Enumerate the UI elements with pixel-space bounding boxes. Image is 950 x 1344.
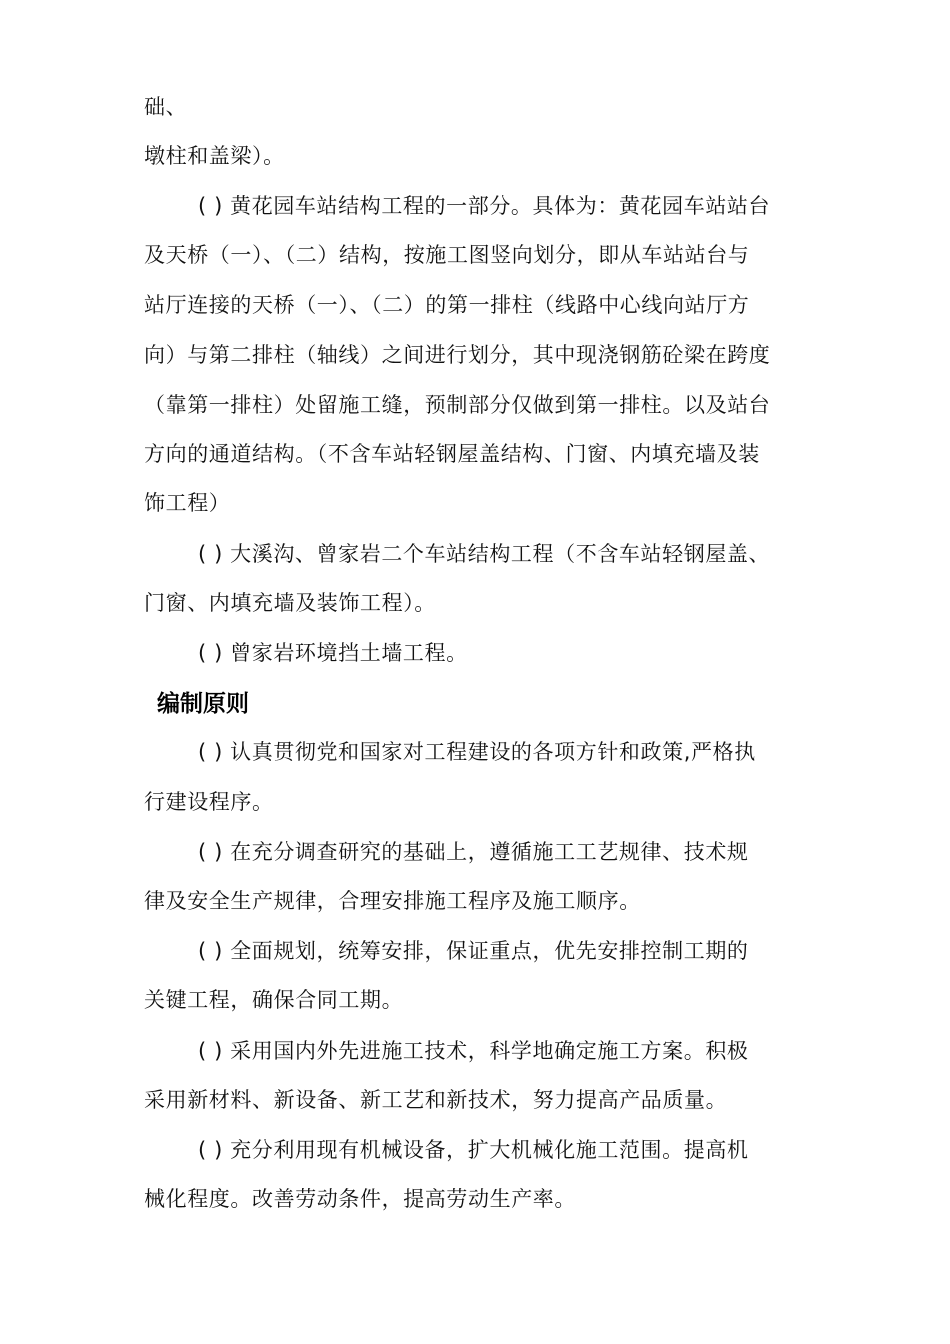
text-line: ( ) 大溪沟、曾家岩二个车站结构工程（不含车站轻钢屋盖、 xyxy=(198,542,771,566)
text-line: （靠第一排柱）处留施工缝，预制部分仅做到第一排柱。以及站台 xyxy=(144,393,771,417)
text-line: 向）与第二排柱（轴线）之间进行划分，其中现浇钢筋砼梁在跨度 xyxy=(144,343,771,367)
text-line: 采用新材料、新设备、新工艺和新技术，努力提高产品质量。 xyxy=(144,1088,728,1112)
text-line: 墩柱和盖梁）。 xyxy=(144,144,285,168)
text-line: 律及安全生产规律，合理安排施工程序及施工顺序。 xyxy=(144,889,641,913)
text-line: ( ) 黄花园车站结构工程的一部分。具体为：黄花园车站站台 xyxy=(198,194,771,218)
text-line: 及天桥（一）、（二）结构，按施工图竖向划分，即从车站站台与 xyxy=(144,243,750,267)
text-line: ( ) 在充分调查研究的基础上，遵循施工工艺规律、技术规 xyxy=(198,840,749,864)
text-line: ( ) 认真贯彻党和国家对工程建设的各项方针和政策,严格执 xyxy=(198,740,756,764)
text-line: 站厅连接的天桥（一）、（二）的第一排柱（线路中心线向站厅方 xyxy=(144,293,750,317)
text-line: ( ) 全面规划，统筹安排，保证重点，优先安排控制工期的 xyxy=(198,939,749,963)
text-line: 关键工程，确保合同工期。 xyxy=(144,988,404,1012)
section-heading: 编制原则 xyxy=(157,691,249,717)
text-line: 行建设程序。 xyxy=(144,790,274,814)
text-line: 方向的通道结构。（不含车站轻钢屋盖结构、门窗、内填充墙及装 xyxy=(144,442,760,466)
text-line: 门窗、内填充墙及装饰工程）。 xyxy=(144,591,436,615)
text-line: ( ) 采用国内外先进施工技术，科学地确定施工方案。积极 xyxy=(198,1039,749,1063)
text-line: 础、 xyxy=(144,95,188,119)
text-line: 械化程度。改善劳动条件，提高劳动生产率。 xyxy=(144,1187,576,1211)
text-line: ( ) 曾家岩环境挡土墙工程。 xyxy=(198,641,468,665)
text-line: ( ) 充分利用现有机械设备，扩大机械化施工范围。提高机 xyxy=(198,1138,749,1162)
text-line: 饰工程） xyxy=(144,491,231,515)
